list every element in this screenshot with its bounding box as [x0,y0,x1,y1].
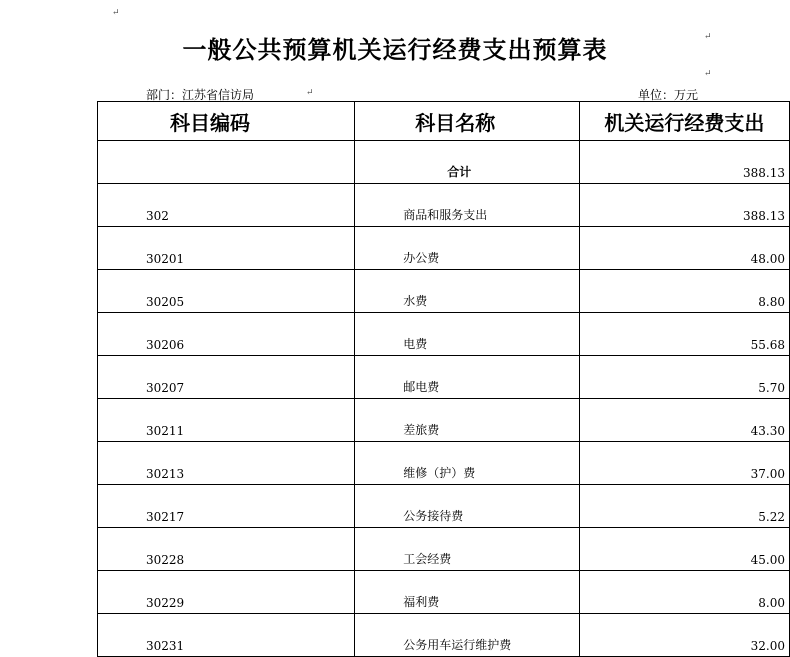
total-label: 合计 [355,141,580,184]
row-code: 30231 [98,614,355,657]
row-code: 30213 [98,442,355,485]
row-name: 公务接待费 [355,485,580,528]
row-code: 30205 [98,270,355,313]
department-label: 部门：江苏省信访局 [146,88,255,102]
table-row [98,184,790,227]
row-code: 30201 [98,227,355,270]
header-name: 科目名称 [355,102,580,141]
budget-table [97,101,790,657]
row-code: 30207 [98,356,355,399]
row-name: 电费 [355,313,580,356]
row-code: 30229 [98,571,355,614]
row-code: 30228 [98,528,355,571]
row-name: 差旅费 [355,399,580,442]
header-value: 机关运行经费支出 [579,102,789,141]
row-name: 维修（护）费 [355,442,580,485]
table-row [98,227,790,270]
table-row [98,442,790,485]
row-value: 32.00 [579,614,789,657]
table-header-row [98,102,790,141]
table-row [98,528,790,571]
unit-label: 单位：万元 [637,88,698,102]
table-row [98,399,790,442]
table-row [98,485,790,528]
row-code: 30217 [98,485,355,528]
row-code: 302 [98,184,355,227]
row-value: 45.00 [579,528,789,571]
paragraph-mark: ↵ [704,32,712,42]
row-name: 工会经费 [355,528,580,571]
paragraph-mark: ↵ [112,8,120,18]
row-value: 8.80 [579,270,789,313]
header-code: 科目编码 [98,102,355,141]
total-row [98,141,790,184]
row-value: 8.00 [579,571,789,614]
total-code-cell [98,141,355,184]
paragraph-mark: ↵ [704,69,712,79]
row-value: 48.00 [579,227,789,270]
table-row [98,614,790,657]
row-name: 办公费 [355,227,580,270]
table-row [98,356,790,399]
row-value: 5.70 [579,356,789,399]
row-value: 43.30 [579,399,789,442]
table-row [98,270,790,313]
row-name: 福利费 [355,571,580,614]
row-code: 30211 [98,399,355,442]
page-title: 一般公共预算机关运行经费支出预算表 [182,35,608,64]
row-name: 邮电费 [355,356,580,399]
paragraph-mark: ↵ [306,88,314,98]
table-row [98,313,790,356]
row-value: 5.22 [579,485,789,528]
row-code: 30206 [98,313,355,356]
row-name: 公务用车运行维护费 [355,614,580,657]
row-value: 37.00 [579,442,789,485]
total-value: 388.13 [579,141,789,184]
table-row [98,571,790,614]
row-name: 水费 [355,270,580,313]
row-value: 388.13 [579,184,789,227]
row-value: 55.68 [579,313,789,356]
row-name: 商品和服务支出 [355,184,580,227]
